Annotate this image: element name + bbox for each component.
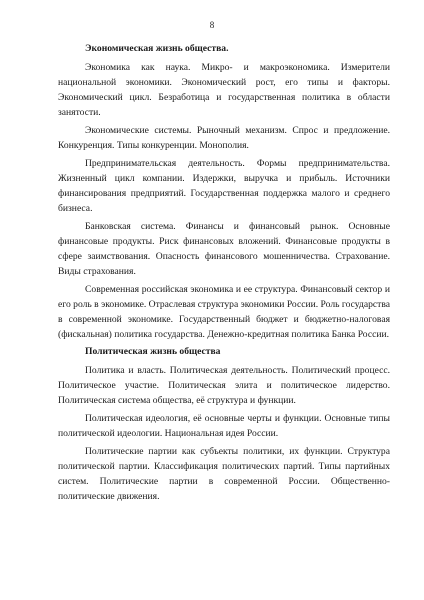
paragraph: Предпринимательская деятельность. Формы предпринимательства. Жизненный цикл компании. Издержки, выручка и прибыль. Источники финансирования предприятий. Государственная поддержка малого и среднего бизнеса. — [58, 158, 390, 214]
paragraph: Банковская система. Финансы и финансовый рынок. Основные финансовые продукты. Риск финансовых вложений. Финансовые продукты в сфере заимствования. Опасность финансового мошенничества. Страхование. Виды страхования. — [58, 221, 390, 277]
paragraph: Экономика как наука. Микро- и макроэкономика. Измерители национальной экономики. Экономический рост, его типы и факторы. Экономический цикл. Безработица и государственная политика в области занятости. — [58, 62, 390, 118]
page-content — [58, 42, 390, 507]
paragraph: Современная российская экономика и ее структура. Финансовый сектор и его роль в экономике. Отраслевая структура экономики России. Роль государства в современной экономике. Государственный бюджет и бюджетно-налоговая (фискальная) политика государства. Денежно-кредитная политика Банка России. — [58, 284, 390, 340]
paragraph: Политическая идеология, её основные черты и функции. Основные типы политической идеологии. Национальная идея России. — [58, 413, 390, 439]
paragraph: Экономические системы. Рыночный механизм. Спрос и предложение. Конкуренция. Типы конкуренции. Монополия. — [58, 125, 390, 151]
paragraph: Политические партии как субъекты политики, их функции. Структура политической партии. Классификация политических партий. Типы партийных систем. Политические партии в современной России. Общественно-политические движения. — [58, 446, 390, 502]
paragraph: Политика и власть. Политическая деятельность. Политический процесс. Политическое участие. Политическая элита и политическое лидерство. Политическая система общества, её структура и функции. — [58, 365, 390, 406]
section-political-life — [58, 345, 390, 504]
section-heading: Экономическая жизнь общества. — [85, 43, 229, 54]
section-heading: Политическая жизнь общества — [85, 346, 221, 357]
section-economic-life — [58, 42, 390, 342]
page-number: 8 — [209, 20, 215, 30]
